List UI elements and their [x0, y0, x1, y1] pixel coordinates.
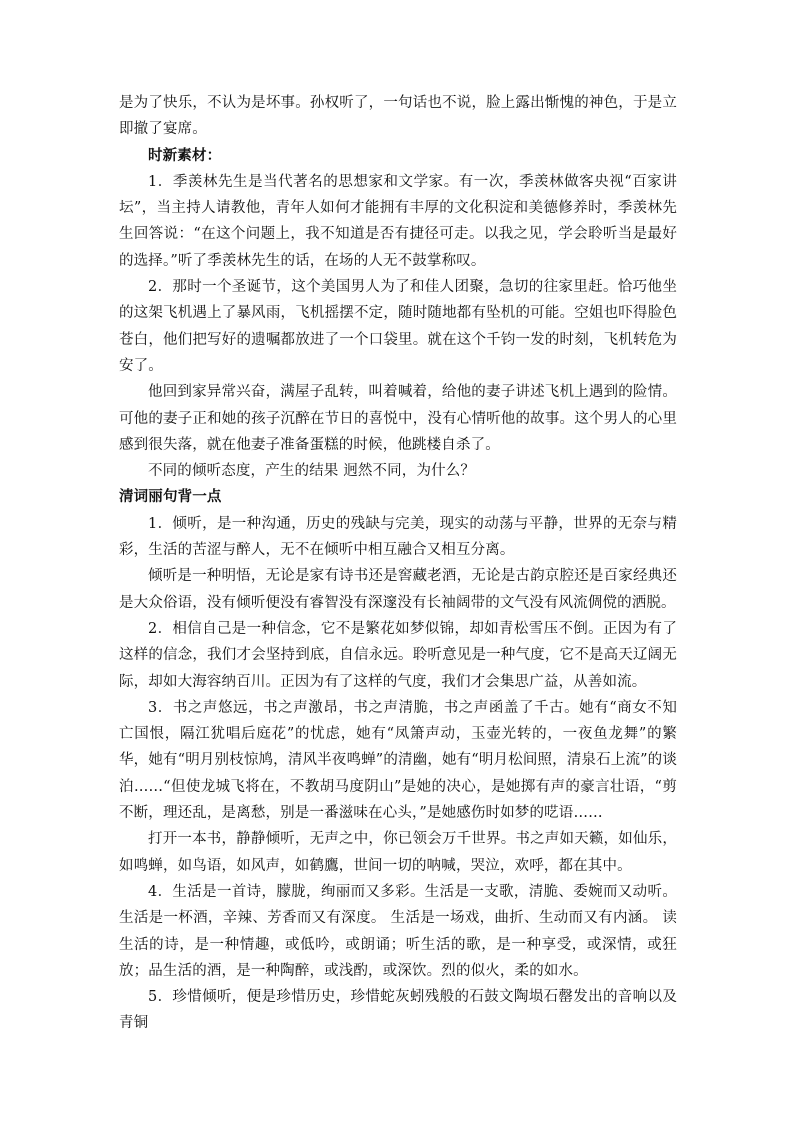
paragraph-material-2-continued: 他回到家异常兴奋，满屋子乱转，叫着喊着，给他的妻子讲述飞机上遇到的险情。可他的妻子正和她的孩子沉醉在节日的喜悦中，没有心情听他的故事。这个男人的心里感到很失落，就在他妻子准备蛋糕的时候，他跳楼自杀了。	[119, 384, 677, 453]
paragraph-phrase-5: 5．珍惜倾听，便是珍惜历史，珍惜蛇灰蚓残般的石鼓文陶埙石罄发出的音响以及青铜	[119, 989, 677, 1032]
paragraph-phrase-2: 2．相信自己是一种信念，它不是繁花如梦似锦，却如青松雪压不倒。正因为有了这样的信念，我们才会坚持到底，自信永远。聆听意见是一种气度，它不是高天辽阔无际，却如大海容纳百川。正因为有了这样的气度，我们才会集思广益，从善如流。	[119, 620, 677, 690]
paragraph-phrase-3-continued: 打开一本书，静静倾听，无声之中，你已领会万千世界。书之声如天籁，如仙乐，如鸣蝉，如鸟语，如风声，如鹤鷹，世间一切的呐喊，哭泣，欢呼，都在其中。	[119, 831, 677, 874]
paragraph-question: 不同的倾听态度，产生的结果 迥然不同，为什么？	[148, 463, 476, 480]
paragraph-phrase-4: 4．生活是一首诗，朦胧，绚丽而又多彩。生活是一支歌，清脆、委婉而又动听。生活是一杯酒，辛辣、芳香而又有深度。 生活是一场戏，曲折、生动而又有内涵。 读生活的诗，是一种情趣，或低吟，或朗诵；听生活的歌，是一种享受，或深情，或狂放；品生活的酒，是一种陶醉，或浅酌，或深饮。烈的似火，柔的如水。	[119, 883, 677, 979]
paragraph-phrase-1-continued: 倾听是一种明悟，无论是家有诗书还是窖藏老酒，无论是古韵京腔还是百家经典还是大众俗语，没有倾听便没有睿智没有深邃没有长袖阔带的文气没有风流倜傥的洒脱。	[119, 568, 677, 611]
paragraph-phrase-3: 3．书之声悠远，书之声激昂，书之声清脆，书之声函盖了千古。她有“商女不知亡国恨，隔江犹唱后庭花”的忧虑，她有“凤箫声动，玉壶光转的，一夜鱼龙舞”的繁华，她有“明月别枝惊鸠，清风半夜鸣蝉”的清幽，她有“明月松间照，清泉石上流”的谈泊……“但使龙城飞将在，不教胡马度阴山”是她的决心，是她掷有声的豪言壮语，“剪不断，理还乱，是离愁，别是一番滋味在心头，”是她感伤时如梦的呓语……	[119, 699, 677, 822]
paragraph-continuation: 是为了快乐，不认为是坏事。孙权听了，一句话也不说，脸上露出惭愧的神色，于是立即撤了宴席。	[119, 95, 677, 138]
paragraph-phrase-1: 1．倾听，是一种沟通，历史的残缺与完美，现实的动荡与平静，世界的无奈与精彩，生活的苦涩与醉人，无不在倾听中相互融合又相互分离。	[119, 515, 677, 559]
section-heading-fresh-materials: 时新素材：	[148, 146, 222, 164]
document-page	[119, 90, 677, 1037]
section-heading-phrases: 清词丽句背一点	[119, 488, 222, 506]
paragraph-material-2: 2．那时一个圣诞节，这个美国男人为了和佳人团聚，急切的往家里赶。恰巧他坐的这架飞机遇上了暴风雨，飞机摇摆不定，随时随地都有坠机的可能。空姐也吓得脸色苍白，他们把写好的遗嘱都放进了一个口袋里。就在这个千钧一发的时刻，飞机转危为安了。	[119, 279, 677, 374]
paragraph-material-1: 1．季羡林先生是当代著名的思想家和文学家。有一次，季羡林做客央视“百家讲坛”，当主持人请教他，青年人如何才能拥有丰厚的文化积淀和美德修养时，季羡林先生回答说：“在这个问题上，我不知道是否有捷径可走。以我之见，学会聆听当是最好的选择。”听了季羡林先生的话，在场的人无不鼓掌称叹。	[119, 173, 677, 269]
